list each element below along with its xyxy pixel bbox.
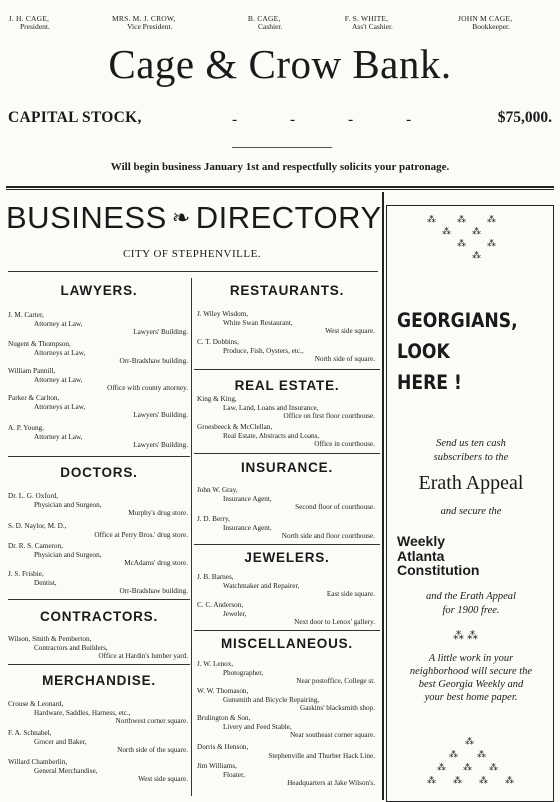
ad-intro-line: Send us ten cash — [436, 438, 506, 449]
fleuron-icon: ⁂ — [505, 775, 514, 785]
directory-entry — [8, 570, 188, 596]
divider — [232, 147, 332, 148]
directory-entry — [197, 486, 375, 512]
directory-entry — [8, 394, 188, 420]
officer-bookkeeper — [458, 15, 512, 31]
ad-weekly-line: Constitution — [397, 562, 480, 578]
ad-headline-line: GEORGIANS, — [397, 309, 518, 332]
ad-offer — [387, 590, 555, 618]
directory-city: CITY OF STEPHENVILLE. — [122, 248, 262, 260]
entry-name: King & King, — [197, 395, 237, 403]
leader-dash: - — [232, 111, 238, 128]
ad-closing-line: your best home paper. — [424, 692, 518, 703]
leader-dash: - — [348, 111, 354, 128]
officer-name: B. CAGE, — [247, 14, 281, 23]
ad-weekly-title — [397, 534, 547, 578]
entry-name: Dorris & Henson, — [197, 743, 249, 751]
entry-description: Livery and Feed Stable, — [223, 722, 292, 731]
officer-role: Ass't Cashier. — [352, 21, 393, 31]
entry-description: Attorneys at Law, — [34, 402, 86, 411]
bank-tagline: Will begin business January 1st and respectfully solicits your patronage. — [110, 161, 450, 173]
entry-address: West side square. — [325, 327, 375, 336]
entry-description: Insurance Agent, — [223, 494, 272, 503]
fleuron-icon: ⁂ — [472, 226, 481, 236]
directory-entry — [8, 492, 188, 518]
officer-name: F. S. WHITE, — [344, 14, 389, 23]
directory-entry — [197, 515, 375, 541]
entry-address: North side of square. — [314, 355, 375, 364]
ad-offer-line: for 1900 free. — [442, 605, 500, 616]
entry-name: W. W. Thomason, — [197, 687, 249, 695]
entry-address: Murphy's drug store. — [128, 509, 188, 518]
directory-entry — [8, 758, 188, 784]
ad-closing-line: A little work in your — [428, 653, 514, 664]
entry-name: F. A. Schnabel, — [8, 729, 52, 737]
directory-title — [6, 200, 382, 236]
divider — [194, 544, 380, 545]
directory-entry — [197, 687, 375, 713]
entry-address: Near southeast corner square. — [289, 731, 375, 740]
category-heading-miscellaneous: MISCELLANEOUS. — [221, 636, 353, 651]
entry-address: Office at Perry Bros.' drug store. — [94, 530, 188, 539]
directory-entry — [8, 367, 188, 393]
fleuron-icon: ⁂ — [437, 762, 446, 772]
directory-entry — [8, 729, 188, 755]
fleuron-icon: ⁂ — [487, 238, 496, 248]
entry-description: Produce, Fish, Oysters, etc., — [223, 346, 304, 355]
fleuron-icon: ⁂ — [472, 250, 481, 260]
entry-name: J. Wiley Wisdom, — [197, 310, 249, 318]
directory-entry — [197, 762, 375, 788]
ad-headline-line: HERE ! — [397, 371, 462, 394]
directory-entry — [197, 310, 375, 336]
entry-description: Floater, — [223, 770, 245, 779]
entry-name: John W. Gray, — [197, 486, 238, 494]
category-heading-merchandise: MERCHANDISE. — [42, 673, 156, 688]
entry-address: North side of the square. — [117, 746, 188, 755]
entry-name: Brulington & Son, — [197, 714, 251, 722]
divider — [194, 453, 380, 454]
entry-address: Headquarters at Jake Wilson's. — [287, 779, 375, 788]
directory-entry — [197, 423, 375, 449]
category-heading-real-estate: REAL ESTATE. — [234, 378, 340, 393]
capital-stock-row — [8, 109, 552, 131]
divider — [8, 456, 190, 457]
ad-closing — [387, 652, 555, 704]
entry-description: Watchmaker and Repairer, — [223, 581, 300, 590]
directory-title-right: DIRECTORY — [195, 200, 382, 235]
officer-name: J. H. CAGE, — [8, 14, 50, 23]
fleuron-icon: ⁂ — [487, 214, 496, 224]
entry-description: Contractors and Builders, — [34, 643, 108, 652]
entry-address: West side square. — [138, 775, 188, 784]
entry-address: North side and floor courthouse. — [281, 532, 375, 541]
directory-entry — [8, 542, 188, 568]
officer-assistant-cashier — [340, 15, 393, 31]
entry-address: Office in courthouse. — [314, 440, 375, 449]
entry-address: Stephenville and Thurber Hack Line. — [268, 751, 375, 760]
entry-address: Orr-Bradshaw building. — [119, 587, 188, 596]
fleuron-icon: ⁂ — [457, 214, 466, 224]
fleuron-icon: ⁂ — [477, 749, 486, 759]
entry-description: Hardware, Saddles, Harness, etc., — [34, 708, 131, 717]
entry-description: Attorneys at Law, — [34, 348, 86, 357]
directory-entry — [8, 311, 188, 337]
category-heading-lawyers: LAWYERS. — [60, 283, 138, 298]
entry-name: S. D. Naylor, M. D., — [8, 522, 67, 530]
entry-address: Gaskins' blacksmith shop. — [300, 704, 375, 713]
entry-description: Real Estate, Abstracts and Loans, — [223, 431, 320, 440]
fleuron-icon: ⁂ — [442, 226, 451, 236]
fleuron-icon: ⁂ — [489, 762, 498, 772]
divider — [8, 664, 190, 665]
entry-name: A. P. Young, — [8, 424, 44, 432]
entry-description: Gunsmith and Bicycle Repairing, — [223, 695, 320, 704]
ad-secure-text: and secure the — [440, 506, 502, 517]
entry-address: Lawyers' Building. — [133, 441, 188, 450]
section-divider — [6, 186, 554, 190]
officer-role: President. — [20, 21, 50, 31]
directory-entry — [197, 395, 375, 421]
entry-description: Insurance Agent, — [223, 523, 272, 532]
officer-president — [8, 15, 50, 31]
ad-weekly-line: Atlanta — [397, 547, 445, 564]
directory-entry — [8, 340, 188, 366]
directory-entry — [8, 522, 188, 539]
directory-entry — [197, 714, 375, 740]
bank-advertisement — [0, 0, 560, 190]
entry-name: J. M. Carter, — [8, 311, 44, 319]
directory-title-left: BUSINESS — [6, 200, 167, 235]
category-heading-restaurants: RESTAURANTS. — [229, 283, 345, 298]
entry-description: Grocer and Baker, — [34, 737, 87, 746]
entry-name: Crouse & Leonard, — [8, 700, 64, 708]
category-heading-insurance: INSURANCE. — [240, 460, 333, 475]
entry-description: General Merchandise, — [34, 766, 98, 775]
entry-address: Next door to Lenox' gallery. — [294, 618, 375, 627]
fleuron-icon: ⁂ — [427, 214, 436, 224]
divider — [8, 271, 378, 272]
divider — [194, 630, 380, 631]
entry-description: White Swan Restaurant, — [223, 318, 293, 327]
officer-vice-president — [112, 15, 176, 31]
fleuron-icon: ⁂ — [457, 238, 466, 248]
entry-description: Photographer, — [223, 668, 264, 677]
entry-description: Attorney at Law, — [34, 319, 83, 328]
entry-name: J. D. Berry, — [197, 515, 230, 523]
entry-name: J. S. Frisbie, — [8, 570, 44, 578]
column-divider — [382, 192, 384, 800]
officer-role: Vice President. — [127, 21, 173, 31]
ad-headline — [397, 305, 529, 398]
category-heading-jewelers: JEWELERS. — [244, 550, 330, 565]
divider — [194, 369, 380, 370]
entry-description: Physician and Surgeon, — [34, 500, 102, 509]
officer-cashier — [246, 15, 282, 31]
ad-intro — [387, 437, 555, 465]
entry-description: Attorney at Law, — [34, 375, 83, 384]
entry-name: Groesbeeck & McClellan, — [197, 423, 273, 431]
entry-name: Willard Chamberlin, — [8, 758, 68, 766]
officer-name: JOHN M CAGE, — [458, 14, 513, 23]
ad-weekly-line: Weekly — [397, 533, 445, 549]
leaf-ornament-icon: ❧ — [171, 205, 191, 230]
business-directory — [0, 192, 384, 802]
entry-address: Northwest corner square. — [115, 717, 188, 726]
fleuron-icon: ⁂ — [449, 749, 458, 759]
entry-name: Parker & Carlton, — [8, 394, 60, 402]
entry-name: C. C. Anderson, — [197, 601, 244, 609]
entry-description: Law, Land, Loans and Insurance, — [223, 403, 319, 412]
entry-address: Second floor of courthouse. — [295, 503, 375, 512]
entry-name: C. T. Dobbins, — [197, 338, 239, 346]
entry-name: Jim Williams, — [197, 762, 237, 770]
fleuron-icon: ⁂ — [427, 775, 436, 785]
directory-entry — [197, 601, 375, 627]
category-heading-contractors: CONTRACTORS. — [39, 609, 159, 624]
directory-entry — [8, 424, 188, 450]
entry-name: Dr. L. G. Oxford, — [8, 492, 59, 500]
fleuron-icon: ⁂ — [463, 762, 472, 772]
capital-amount: $75,000. — [497, 109, 552, 126]
entry-address: Lawyers' Building. — [133, 411, 188, 420]
leader-dash: - — [290, 111, 296, 128]
fleuron-icon: ⁂ — [479, 775, 488, 785]
officer-role: Cashier. — [258, 21, 283, 31]
fleuron-icon: ⁂ — [453, 775, 462, 785]
category-heading-doctors: DOCTORS. — [60, 465, 138, 480]
entry-address: East side square. — [326, 590, 375, 599]
entry-address: Office at Hardin's lumber yard. — [98, 652, 188, 661]
divider — [8, 599, 190, 600]
bank-title: Cage & Crow Bank. — [108, 41, 452, 87]
entry-address: McAdams' drug store. — [124, 559, 188, 568]
georgians-advertisement — [386, 205, 554, 802]
entry-address: Near postoffice, College st. — [296, 677, 375, 686]
officer-name: MRS. M. J. CROW, — [112, 14, 176, 23]
ad-closing-line: best Georgia Weekly and — [418, 679, 524, 690]
entry-description: Physician and Surgeon, — [34, 550, 102, 559]
directory-entry — [197, 338, 375, 364]
directory-entry — [197, 573, 375, 599]
directory-entry — [197, 660, 375, 686]
entry-description: Jeweler, — [223, 609, 247, 618]
entry-name: J. W. Lenox, — [197, 660, 234, 668]
leader-dash: - — [406, 111, 412, 128]
entry-description: Dentist, — [34, 578, 57, 587]
entry-address: Orr-Bradshaw building. — [119, 357, 188, 366]
ad-headline-line: LOOK — [397, 340, 450, 363]
officers-row — [0, 15, 560, 37]
entry-address: Office on first floor courthouse. — [283, 412, 375, 421]
column-divider — [191, 278, 192, 796]
fleuron-icon: ⁂ — [467, 630, 478, 642]
directory-entry — [8, 635, 188, 661]
fleuron-icon: ⁂ — [465, 736, 474, 746]
entry-name: J. B. Barnes, — [197, 573, 234, 581]
entry-description: Attorney at Law, — [34, 432, 83, 441]
ad-intro-line: subscribers to the — [433, 452, 509, 463]
fleuron-icon: ⁂ — [453, 630, 464, 642]
ad-closing-line: neighborhood will secure the — [409, 666, 533, 677]
entry-name: Dr. R. S. Cameron, — [8, 542, 63, 550]
directory-entry — [8, 700, 188, 726]
entry-address: Lawyers' Building. — [133, 328, 188, 337]
entry-name: Nugent & Thompson, — [8, 340, 71, 348]
directory-entry — [197, 743, 375, 760]
entry-address: Office with county attorney. — [107, 384, 188, 393]
ad-paper-name: Erath Appeal — [418, 472, 524, 494]
officer-role: Bookkeeper. — [472, 21, 510, 31]
ad-offer-line: and the Erath Appeal — [426, 591, 516, 602]
capital-label: CAPITAL STOCK, — [8, 109, 142, 126]
entry-name: William Pannill, — [8, 367, 56, 375]
entry-name: Wilson, Smith & Pemberton, — [8, 635, 92, 643]
